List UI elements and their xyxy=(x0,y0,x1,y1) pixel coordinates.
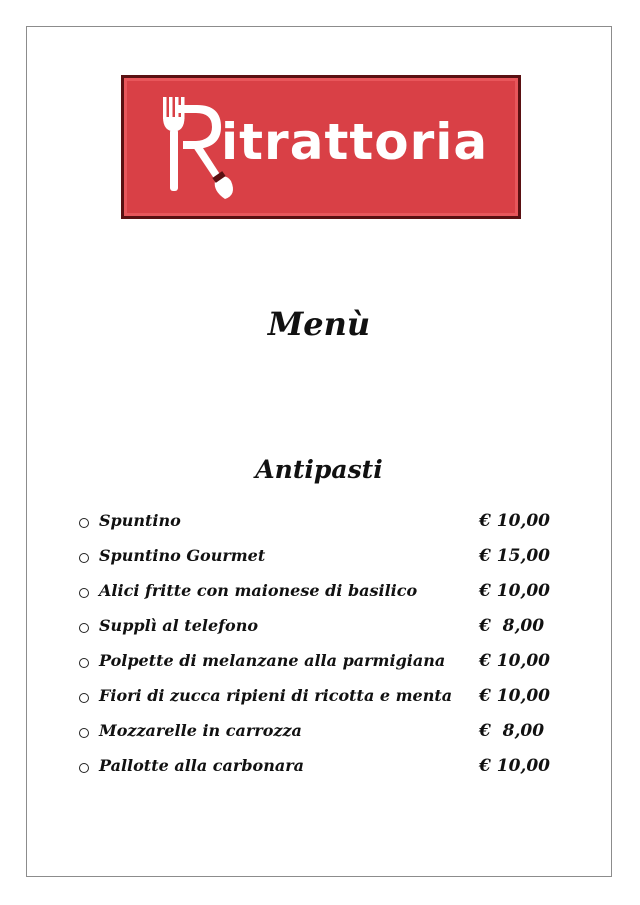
restaurant-logo xyxy=(121,75,521,219)
item-price: € 10,00 xyxy=(479,686,550,706)
bullet-circle-icon xyxy=(79,693,89,703)
list-item xyxy=(79,581,579,616)
list-item xyxy=(79,721,579,756)
bullet-circle-icon xyxy=(79,658,89,668)
logo-wordmark: itrattoria xyxy=(221,113,489,171)
list-item xyxy=(79,651,579,686)
item-price: € 8,00 xyxy=(479,721,545,741)
item-price: € 10,00 xyxy=(479,651,550,671)
item-name: Spuntino Gourmet xyxy=(99,546,266,565)
menu-page xyxy=(26,26,612,877)
menu-title: Menù xyxy=(267,305,371,343)
bullet-circle-icon xyxy=(79,728,89,738)
list-item xyxy=(79,546,579,581)
list-item xyxy=(79,756,579,791)
item-price: € 10,00 xyxy=(479,756,550,776)
item-name: Fiori di zucca ripieni di ricotta e menta xyxy=(99,686,453,705)
bullet-circle-icon xyxy=(79,588,89,598)
item-name: Alici fritte con maionese di basilico xyxy=(99,581,418,600)
antipasti-list xyxy=(79,511,579,791)
item-name: Spuntino xyxy=(99,511,181,530)
item-price: € 15,00 xyxy=(479,546,550,566)
bullet-circle-icon xyxy=(79,553,89,563)
item-price: € 10,00 xyxy=(479,581,550,601)
item-name: Polpette di melanzane alla parmigiana xyxy=(99,651,446,670)
bullet-circle-icon xyxy=(79,518,89,528)
logo-panel xyxy=(124,78,518,216)
list-item xyxy=(79,686,579,721)
item-price: € 10,00 xyxy=(479,511,550,531)
bullet-circle-icon xyxy=(79,763,89,773)
item-name: Pallotte alla carbonara xyxy=(99,756,304,775)
list-item xyxy=(79,616,579,651)
item-name: Mozzarelle in carrozza xyxy=(99,721,302,740)
item-price: € 8,00 xyxy=(479,616,545,636)
item-name: Supplì al telefono xyxy=(99,616,258,635)
list-item xyxy=(79,511,579,546)
bullet-circle-icon xyxy=(79,623,89,633)
section-title: Antipasti xyxy=(255,455,383,484)
